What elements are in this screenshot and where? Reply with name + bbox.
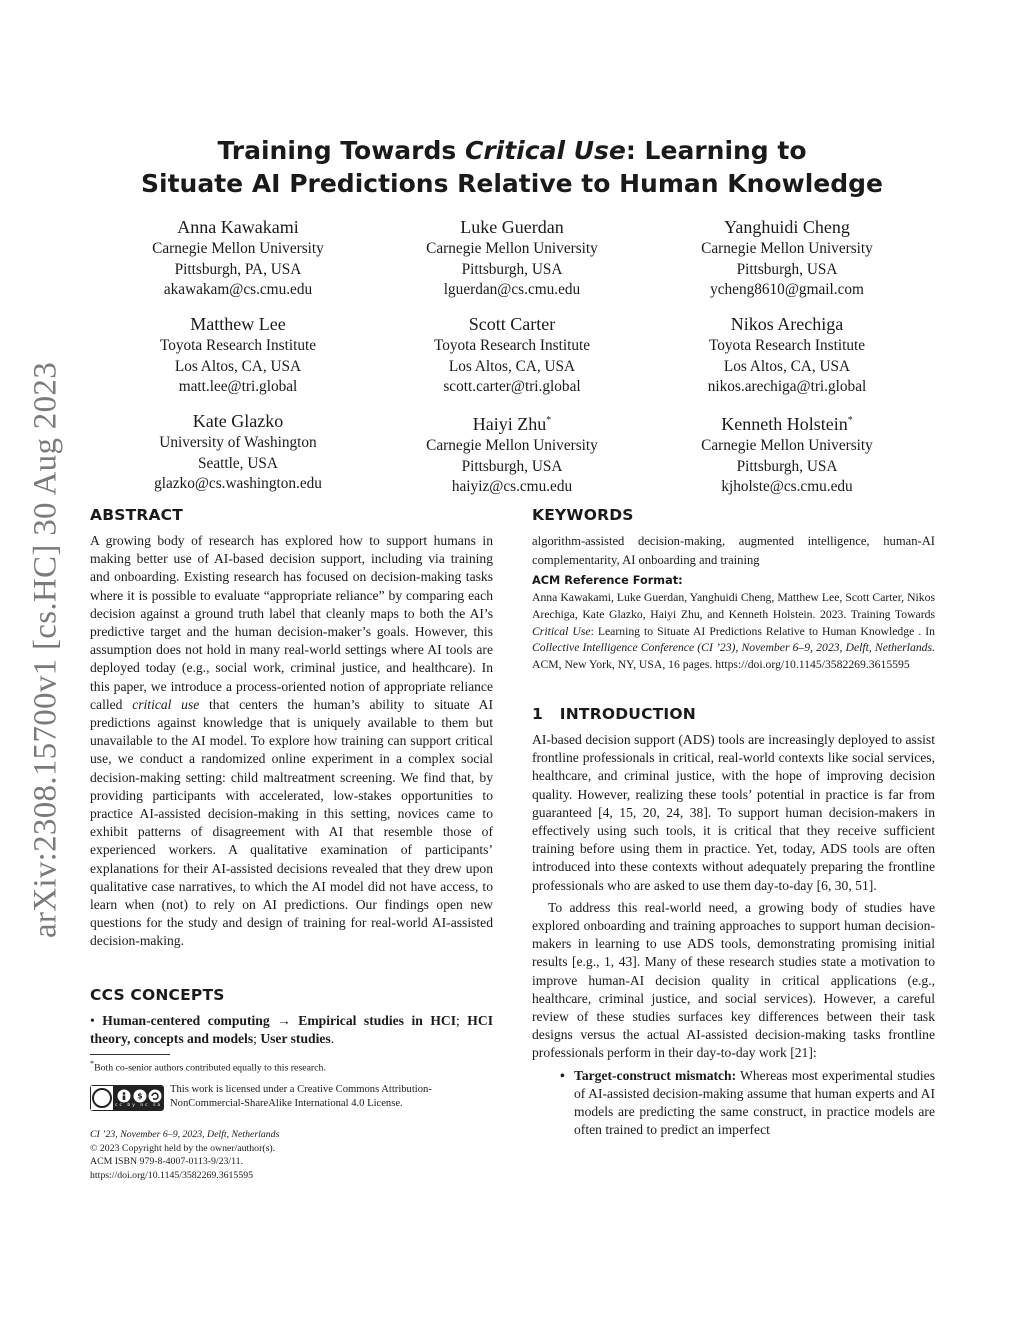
introduction-section <box>532 705 935 1139</box>
ccs-arrow: → <box>277 1013 291 1028</box>
author-location: Pittsburgh, USA <box>736 457 838 475</box>
footnote-rule <box>90 1054 170 1055</box>
title-part1: Training Towards <box>217 136 465 165</box>
acm-ref-authors: Anna Kawakami, Luke Guerdan, Yanghuidi Cheng, Matthew Lee, Scott Carter, Nikos Arechiga, Kate Glazko, Haiyi Zhu, and Kenneth Holstein. 2023. Training Towards <box>532 591 935 621</box>
author-block <box>642 410 932 498</box>
acm-ref-title-rest: : Learning to Situate AI Predictions Relative to Human Knowledge . In <box>590 624 935 638</box>
abstract-text-a: A growing body of research has explored how to support humans in making better use of AI-based decision support, including via training and onboarding. Existing research has focused on decision-making tasks where it is possible to evaluate “appropriate reliance” by comparing each decision against a ground truth label that cleanly maps to both the AI’s predictive target and the human decision-maker’s goals. However, this assumption does not hold in many real-world settings where AI tools are deployed today (e.g., social work, criminal justice, and healthcare). In this paper, we introduce a process-oriented notion of appropriate reliance called <box>90 533 493 712</box>
ccs-section <box>90 986 493 1048</box>
author-affiliation: Carnegie Mellon University <box>426 240 598 257</box>
keywords-section <box>532 506 935 569</box>
bullet-mark: • <box>560 1067 565 1083</box>
intro-title: INTRODUCTION <box>559 705 696 723</box>
author-affiliation: University of Washington <box>159 434 317 451</box>
author-email: matt.lee@tri.global <box>178 378 298 395</box>
author-affiliation: Toyota Research Institute <box>159 337 317 354</box>
ccs-heading: CCS CONCEPTS <box>90 986 225 1004</box>
author-affiliation: Carnegie Mellon University <box>152 240 324 257</box>
title-italic: Critical Use <box>464 136 626 165</box>
author-name: Anna Kawakami <box>177 217 299 237</box>
arxiv-side-stamp: arXiv:2308.15700v1 [cs.HC] 30 Aug 2023 <box>27 361 64 939</box>
author-affiliation: Carnegie Mellon University <box>701 240 873 257</box>
license-text <box>170 1083 495 1111</box>
license-line-2: NonCommercial-ShareAlike International 4.0 License. <box>170 1098 403 1110</box>
acm-reference <box>532 574 935 674</box>
keywords-text: algorithm-assisted decision-making, augmented intelligence, human-AI complementarity, AI onboarding and training <box>532 534 935 567</box>
author-mark: * <box>847 415 853 426</box>
author-email: scott.carter@tri.global <box>443 378 581 395</box>
ccs-concepts <box>90 1012 493 1048</box>
ccs-bullet: • <box>90 1013 95 1028</box>
keywords-heading: KEYWORDS <box>532 506 634 524</box>
isbn: ACM ISBN 979-8-4007-0113-9/23/11. <box>90 1156 244 1167</box>
author-location: Los Altos, CA, USA <box>723 357 851 375</box>
ccs-concept-4: User studies <box>260 1031 331 1047</box>
author-location: Seattle, USA <box>198 454 278 472</box>
author-name: Yanghuidi Cheng <box>724 217 850 237</box>
ccs-concept-2: Empirical studies in HCI <box>298 1013 456 1028</box>
author-block <box>367 313 657 398</box>
author-name: Kate Glazko <box>192 411 284 431</box>
author-email: nikos.arechiga@tri.global <box>707 378 867 395</box>
author-name: Haiyi Zhu <box>472 414 547 434</box>
abstract-heading: ABSTRACT <box>90 506 184 524</box>
author-affiliation: Carnegie Mellon University <box>426 437 598 454</box>
cc-license-logo <box>90 1085 164 1111</box>
svg-text:$: $ <box>137 1091 143 1101</box>
intro-bullet-item <box>532 1067 935 1140</box>
author-email: haiyiz@cs.cmu.edu <box>451 478 573 495</box>
license-block <box>90 1083 493 1113</box>
author-block <box>367 216 657 301</box>
license-line-1: This work is licensed under a Creative Commons Attribution- <box>170 1084 432 1095</box>
author-email: ycheng8610@gmail.com <box>710 281 864 298</box>
cc-logo-text: cc by nc sa <box>115 1103 163 1108</box>
author-block <box>93 313 383 398</box>
ccs-sep: ; <box>456 1013 460 1028</box>
abstract-text <box>90 532 493 951</box>
author-mark: * <box>546 415 552 426</box>
acm-ref-venue: Collective Intelligence Conference (CI ’23), November 6–9, 2023, Delft, Netherlands. <box>532 641 935 655</box>
acm-reference-heading: ACM Reference Format: <box>532 574 683 587</box>
footnote-text: Both co-senior authors contributed equally to this research. <box>94 1062 326 1074</box>
left-column <box>90 506 493 951</box>
intro-number: 1 <box>532 705 543 723</box>
acm-ref-title-italic: Critical Use <box>532 624 591 638</box>
author-block <box>93 410 383 495</box>
conference-info <box>90 1128 493 1182</box>
conference-venue: CI ’23, November 6–9, 2023, Delft, Netherlands <box>90 1129 280 1140</box>
bullet-text <box>574 1067 935 1140</box>
author-email: akawakam@cs.cmu.edu <box>163 281 313 298</box>
author-location: Pittsburgh, USA <box>461 457 563 475</box>
author-email: lguerdan@cs.cmu.edu <box>443 281 581 298</box>
author-block <box>642 216 932 301</box>
author-location: Los Altos, CA, USA <box>174 357 302 375</box>
author-name: Luke Guerdan <box>460 217 564 237</box>
author-affiliation: Toyota Research Institute <box>708 337 866 354</box>
author-affiliation: Carnegie Mellon University <box>701 437 873 454</box>
author-email: glazko@cs.washington.edu <box>154 475 322 492</box>
author-location: Pittsburgh, USA <box>736 260 838 278</box>
bullet-label: Target-construct mismatch: <box>574 1067 737 1083</box>
ccs-sep: ; <box>253 1031 257 1047</box>
author-block <box>642 313 932 398</box>
author-location: Los Altos, CA, USA <box>448 357 576 375</box>
author-block <box>93 216 383 301</box>
abstract-italic: critical use <box>132 696 200 712</box>
author-location: Pittsburgh, PA, USA <box>174 260 302 278</box>
footnote <box>90 1057 493 1075</box>
author-block <box>367 410 657 498</box>
ccs-concept-3: HCI theory, concepts and models <box>90 1013 493 1047</box>
footnote-mark: * <box>90 1059 95 1068</box>
title-line2: Situate AI Predictions Relative to Human Knowledge <box>141 169 883 198</box>
intro-paragraph-2: To address this real-world need, a growing body of studies have explored onboarding and training approaches to support human decision-makers in learning to use ADS tools, demonstrating promising initial results [e.g., 1, 43]. Many of these research studies state a motivation to improve human-AI decision quality in critical applications (e.g., healthcare, criminal justice, and social services). However, a careful review of these studies surfaces key differences between their task designs versus the actual AI-assisted decision-making tasks frontline professionals perform in their day-to-day work [21]: <box>532 899 935 1061</box>
author-name: Nikos Arechiga <box>730 314 844 334</box>
author-email: kjholste@cs.cmu.edu <box>721 478 853 495</box>
author-affiliation: Toyota Research Institute <box>433 337 591 354</box>
ccs-end: . <box>330 1031 335 1047</box>
author-name: Scott Carter <box>468 314 556 334</box>
author-name: Kenneth Holstein <box>721 414 848 434</box>
doi-link[interactable]: https://doi.org/10.1145/3582269.3615595 <box>90 1169 254 1181</box>
author-location: Pittsburgh, USA <box>461 260 563 278</box>
title-part2: : Learning to <box>625 136 807 165</box>
abstract-text-b: that centers the human’s ability to situate AI predictions against knowledge that is uniquely available to them but unavailable to the AI model. To explore how training can support critical use, we conduct a randomized online experiment in a complex social decision-making setting: child maltreatment screening. We find that, by providing participants with accelerated, low-stakes opportunities to practice AI-assisted decision-making in this setting, novices came to exhibit patterns of disagreement with AI that resemble those of experienced workers. A qualitative examination of participants’ explanations for their AI-assisted decisions revealed that they drew upon qualitative case narratives, to which the AI model did not have access, to learn when (not) to rely on AI predictions. Our findings open new questions for the study and design of training for real-world AI-assisted decision-making. <box>90 696 494 949</box>
author-name: Matthew Lee <box>190 314 286 334</box>
acm-ref-tail: ACM, New York, NY, USA, 16 pages. https://doi.org/10.1145/3582269.3615595 <box>532 658 910 672</box>
intro-paragraph-1: AI-based decision support (ADS) tools are increasingly deployed to assist frontline professionals in critical, real-world contexts like social services, healthcare, and criminal justice, with the hope of improving decision quality. However, realizing these tools’ potential in practice is far from guaranteed [4, 15, 20, 24, 38]. To support human decision-makers in effectively using such tools, it is critical that they receive sufficient training before using them in practice. Yet, today, ADS tools are often introduced into these contexts without adequately preparing the frontline professionals who are asked to use them day-to-day [6, 30, 51]. <box>532 732 935 893</box>
copyright: © 2023 Copyright held by the owner/author(s). <box>90 1142 276 1154</box>
paper-title <box>120 134 904 200</box>
bullet-body: Whereas most experimental studies of AI-assisted decision-making assume that human experts and AI models are predicting the same construct, in practice models are often trained to predict an imperfect <box>574 1067 935 1138</box>
acm-reference-text <box>532 590 935 674</box>
ccs-concept-1: Human-centered computing <box>102 1013 270 1028</box>
intro-heading <box>532 705 935 723</box>
